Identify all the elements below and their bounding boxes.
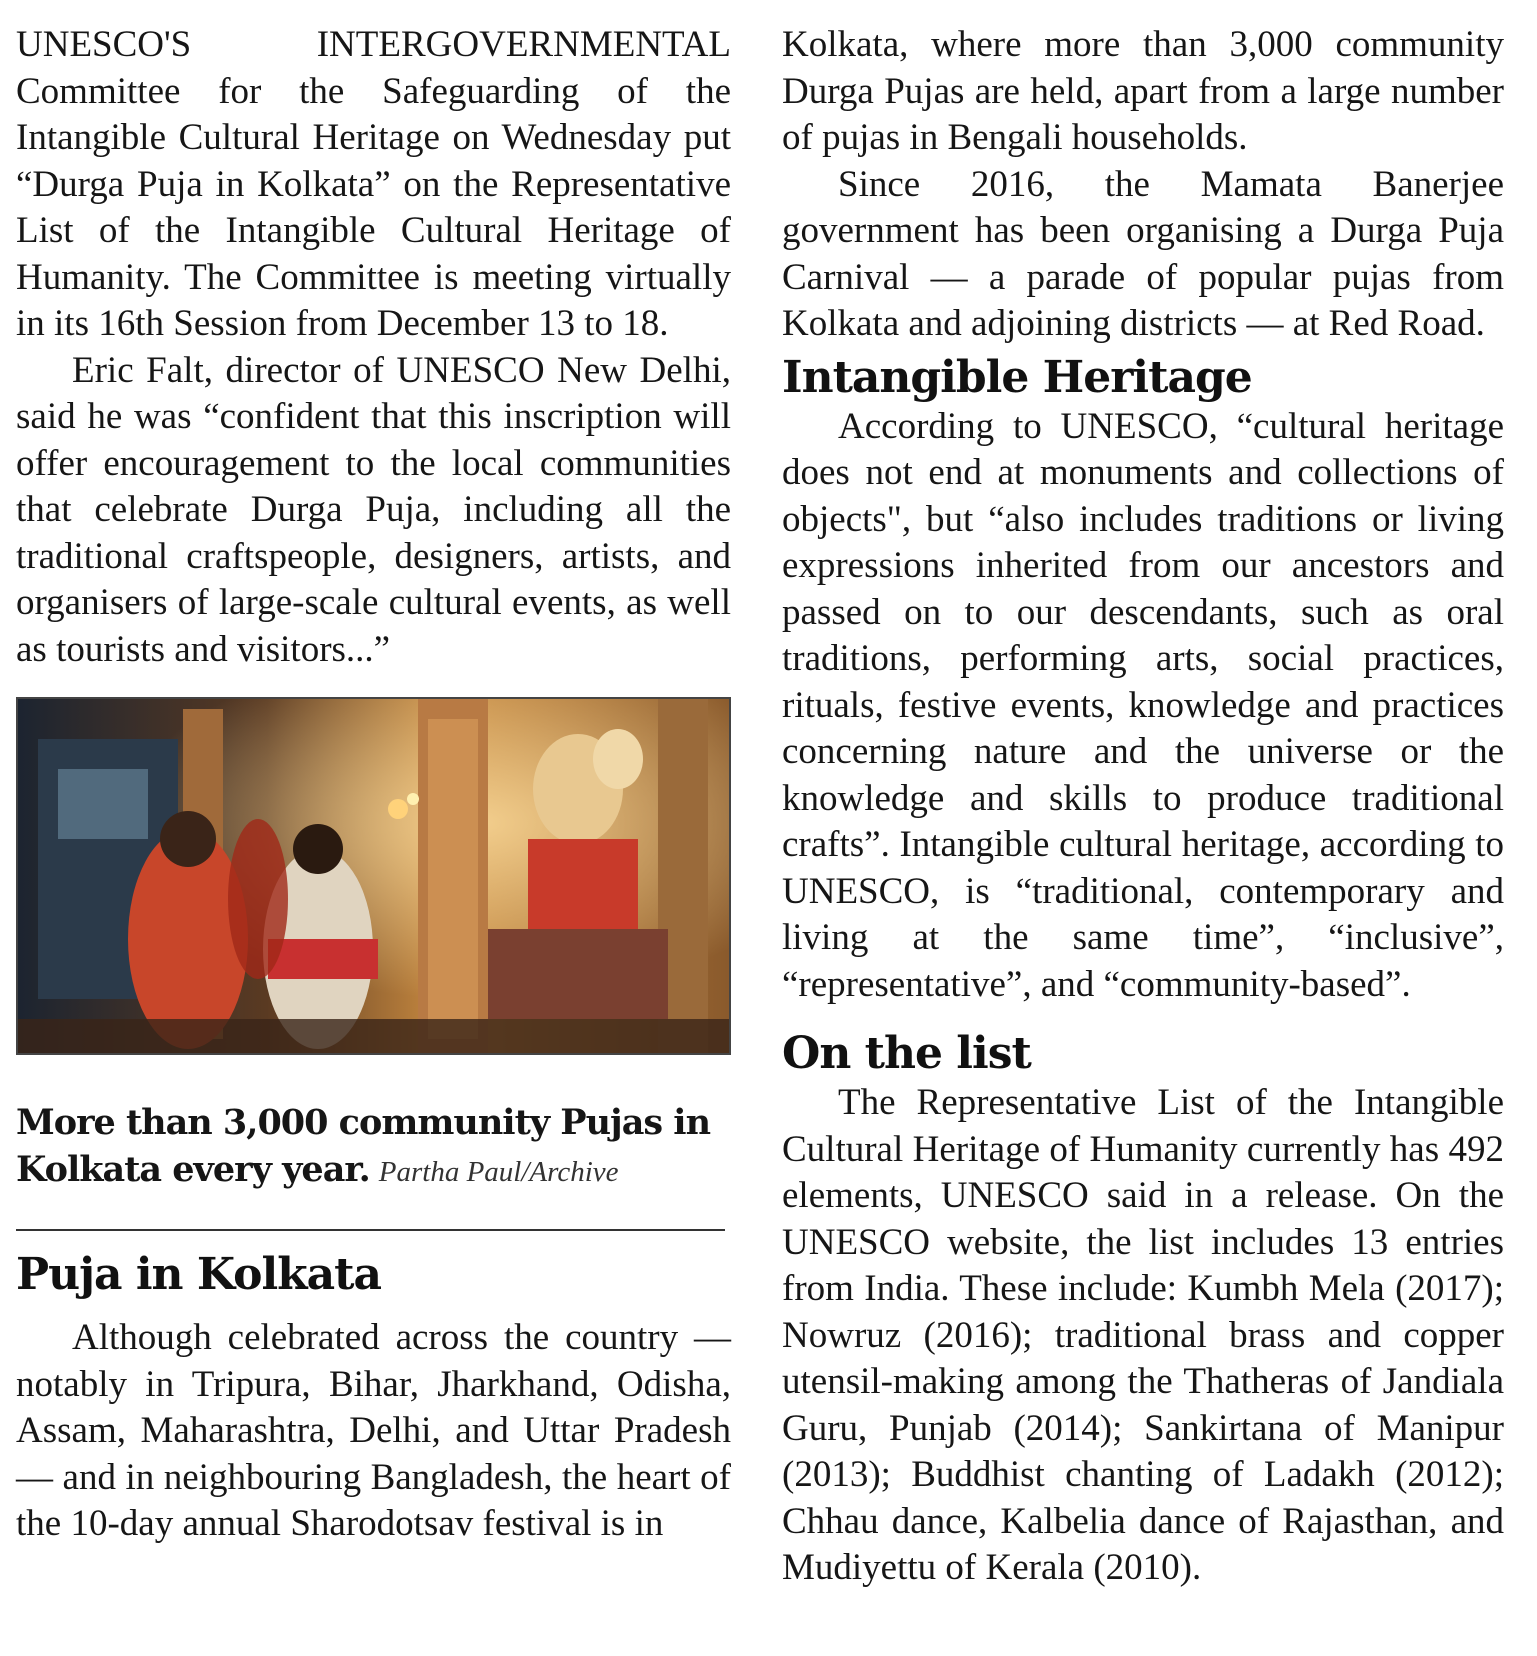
article-paragraph-representative-list: The Representative List of the Intangible Cultural Heritage of Humanity currently has 492 elements, UNESCO said in a release. On the UNESCO website, the list includes 13 entries from India. These include: Kumbh Mela (2017); Nowruz (2016); traditional brass and copper utensil-making among the Thatheras of Jandiala Guru, Punjab (2014); Sankirtana of Manipur (2013); Buddhist chanting of Ladakh (2012); Chhau dance, Kalbelia dance of Rajasthan, and Mudiyettu of Kerala (2010).: [782, 1082, 1504, 1588]
durga-puja-photo: [16, 697, 731, 1055]
section-heading-on-the-list: On the list: [782, 1028, 1031, 1079]
article-paragraph-eric-falt: Eric Falt, director of UNESCO New Delhi, said he was “confident that this inscription will offer encouragement to the local communities that celebrate Durga Puja, including all the traditional craftspeople, designers, artists, and organisers of large-scale cultural events, as well as tourists and visitors...”: [16, 349, 731, 670]
section-heading-intangible-heritage: Intangible Heritage: [782, 351, 1252, 403]
section-divider: [16, 1229, 725, 1231]
section-heading-puja-in-kolkata: Puja in Kolkata: [16, 1249, 382, 1300]
durga-puja-photo-illustration: [18, 699, 729, 1053]
article-paragraph-puja-in-kolkata: Although celebrated across the country — notably in Tripura, Bihar, Jharkhand, Odisha, Assam, Maharashtra, Delhi, and Uttar Pradesh — and in neighbouring Bangladesh, the heart of the 10-day annual Sharodotsav festival is in: [16, 1317, 731, 1544]
article-paragraph-kolkata-pujas: Kolkata, where more than 3,000 community Durga Pujas are held, apart from a large number of pujas in Bengali households.: [782, 24, 1504, 158]
right-column: [782, 22, 1504, 1592]
left-column: [16, 22, 731, 1548]
article-paragraph-intro: UNESCO'S INTERGOVERNMENTAL Committee for the Safeguarding of the Intangible Cultural Heritage on Wednesday put “Durga Puja in Kolkata” on the Representative List of the Intangible Cultural Heritage of Humanity. The Committee is meeting virtually in its 16th Session from December 13 to 18.: [16, 24, 731, 344]
article-paragraph-unesco-definition: According to UNESCO, “cultural heritage does not end at monuments and collections of objects", but “also includes traditions or living expressions inherited from our ancestors and passed on to our descendants, such as oral traditions, performing arts, social practices, rituals, festive events, knowledge and practices concerning nature and the universe or the knowledge and skills to produce traditional crafts”. Intangible cultural heritage, according to UNESCO, is “traditional, contemporary and living at the same time”, “inclusive”, “representative”, and “community-based”.: [782, 405, 1504, 1005]
photo-caption-text: More than 3,000 community Pujas in Kolkata every year.: [16, 1102, 711, 1190]
photo-credit: Partha Paul/Archive: [378, 1156, 619, 1188]
article-paragraph-carnival: Since 2016, the Mamata Banerjee government has been organising a Durga Puja Carnival — a parade of popular pujas from Kolkata and adjoining districts — at Red Road.: [782, 163, 1504, 344]
photo-caption: [16, 1099, 731, 1195]
